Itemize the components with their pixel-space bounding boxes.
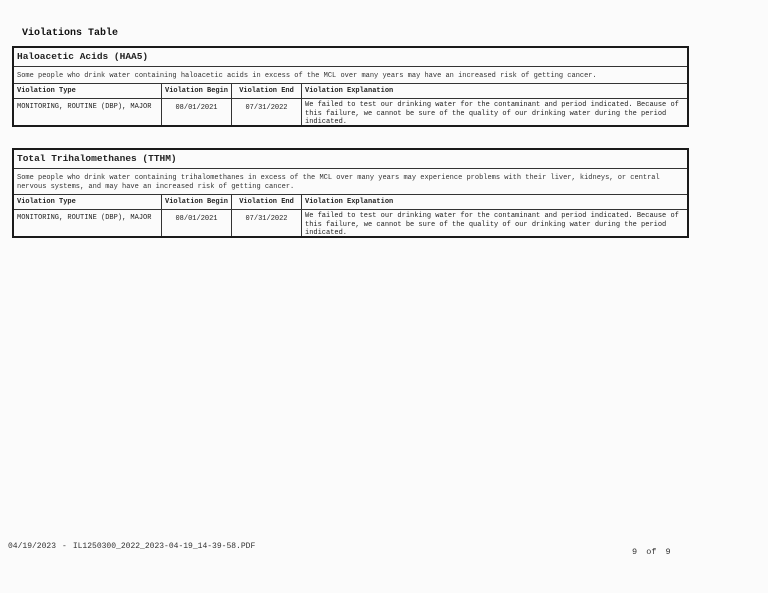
page-total: 9 — [665, 547, 671, 557]
header-violation-end: Violation End — [232, 84, 302, 98]
violation-table-haa5 — [12, 46, 689, 127]
footer-separator: - — [62, 542, 67, 551]
table-row — [14, 210, 687, 236]
violation-table-tthm — [12, 148, 689, 238]
page-indicator — [632, 547, 671, 557]
footer-date: 04/19/2023 — [8, 542, 57, 551]
violation-end-cell: 07/31/2022 — [232, 99, 302, 125]
header-violation-explanation: Violation Explanation — [305, 87, 394, 95]
health-effects-description: Some people who drink water containing trihalomethanes in excess of the MCL over many years may experience problems with their liver, kidneys, or central nervous systems, and may have an increased risk of getting cancer. — [14, 169, 687, 195]
page-number: 9 — [632, 547, 638, 557]
header-violation-type: Violation Type — [14, 84, 162, 98]
violation-type-cell: MONITORING, ROUTINE (DBP), MAJOR — [14, 210, 162, 236]
health-effects-description: Some people who drink water containing haloacetic acids in excess of the MCL over many years may have an increased risk of getting cancer. — [14, 67, 687, 84]
violation-begin-cell: 08/01/2021 — [162, 210, 232, 236]
footer-document-info — [8, 542, 255, 551]
table-row — [14, 99, 687, 125]
violation-explanation-cell: We failed to test our drinking water for the contaminant and period indicated. Because of this failure, we cannot be sure of the quality of our drinking water during the period indicated. — [305, 212, 679, 237]
table-header-row — [14, 195, 687, 210]
header-violation-explanation: Violation Explanation — [305, 198, 394, 206]
header-violation-begin: Violation Begin — [162, 195, 232, 209]
contaminant-name: Haloacetic Acids (HAA5) — [14, 48, 687, 67]
violation-begin-cell: 08/01/2021 — [162, 99, 232, 125]
violation-type-cell: MONITORING, ROUTINE (DBP), MAJOR — [14, 99, 162, 125]
page-title: Violations Table — [22, 28, 119, 39]
header-violation-begin: Violation Begin — [162, 84, 232, 98]
violation-end-cell: 07/31/2022 — [232, 210, 302, 236]
page-of-label: of — [646, 547, 657, 557]
header-violation-end: Violation End — [232, 195, 302, 209]
violation-explanation-cell: We failed to test our drinking water for the contaminant and period indicated. Because of this failure, we cannot be sure of the quality of our drinking water during the period indicated. — [305, 101, 679, 126]
table-header-row — [14, 84, 687, 99]
header-violation-type: Violation Type — [14, 195, 162, 209]
footer-filename: IL1250300_2022_2023-04-19_14-39-58.PDF — [72, 542, 256, 551]
contaminant-name: Total Trihalomethanes (TTHM) — [14, 150, 687, 169]
